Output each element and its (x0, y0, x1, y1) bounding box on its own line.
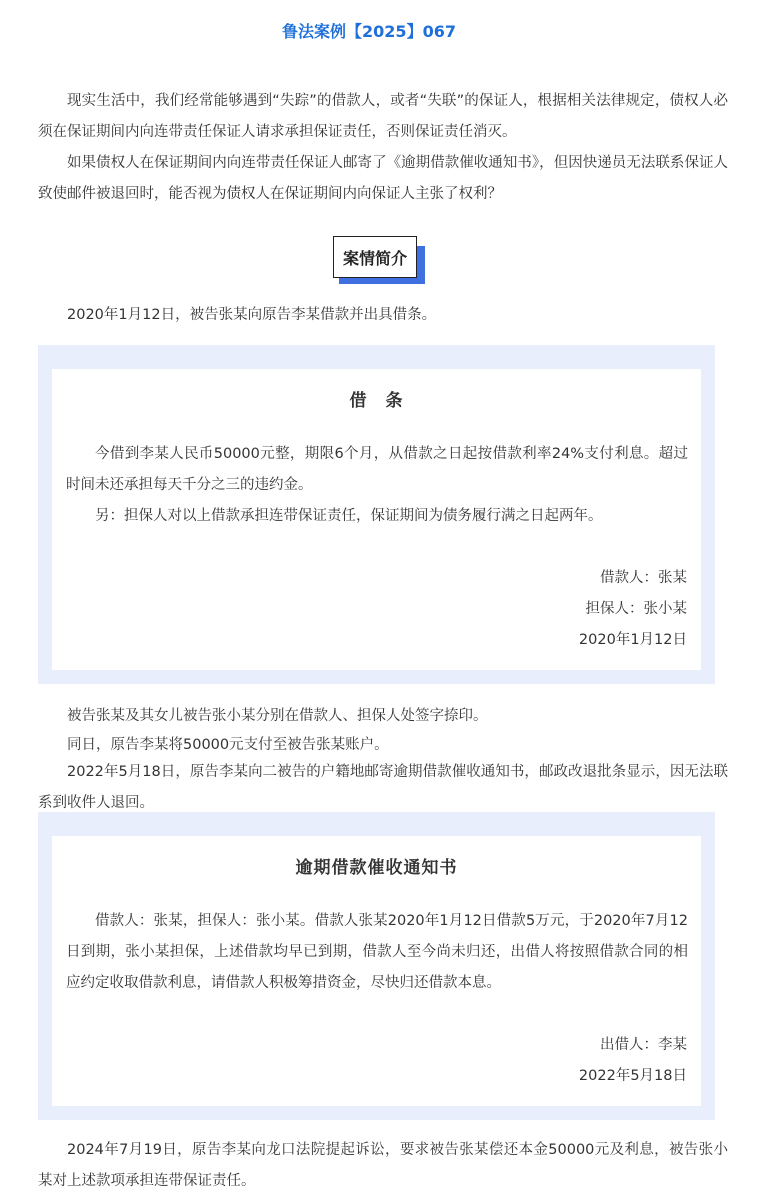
notice-lender-signature: 出借人：李某 (600, 1037, 687, 1053)
notice-title: 逾期借款催收通知书 (295, 858, 458, 878)
fact-paragraph-1: 2020年1月12日，被告张某向原告李某借款并出具借条。 (67, 307, 437, 323)
section-heading (333, 236, 425, 288)
notice-card (52, 836, 701, 1106)
iou-body-1: 今借到李某人民币50000元整，期限6个月，从借款之日起按借款利率24%支付利息。超过时间未还承担每天千分之三的违约金。 (66, 446, 688, 493)
iou-card (52, 369, 701, 670)
notice-body: 借款人：张某，担保人：张小某。借款人张某2020年1月12日借款5万元，于2020年7月12日到期，张小某担保，上述借款均早已到期，借款人至今尚未归还，出借人将按照借款合同的相应约定收取借款利息，请借款人积极筹措资金，尽快归还借款本息。 (66, 913, 688, 991)
iou-borrower-signature: 借款人：张某 (600, 570, 687, 586)
iou-guarantor-signature: 担保人：张小某 (585, 601, 687, 617)
section-heading-label: 案情简介 (333, 236, 417, 278)
case-number-title: 鲁法案例【2025】067 (282, 22, 456, 41)
notice-date: 2022年5月18日 (578, 1068, 687, 1084)
notice-box (38, 812, 715, 1120)
iou-date: 2020年1月12日 (578, 632, 687, 648)
intro-paragraph-2: 如果债权人在保证期间内向连带责任保证人邮寄了《逾期借款催收通知书》，但因快递员无法联系保证人致使邮件被退回时，能否视为债权人在保证期间内向保证人主张了权利？ (38, 155, 728, 202)
iou-title: 借 条 (349, 391, 404, 411)
iou-box (38, 345, 715, 684)
iou-body-2: 另：担保人对以上借款承担连带保证责任，保证期间为债务履行满之日起两年。 (95, 508, 603, 524)
fact-paragraph-3: 同日，原告李某将50000元支付至被告张某账户。 (67, 737, 389, 753)
fact-paragraph-4: 2022年5月18日，原告李某向二被告的户籍地邮寄逾期借款催收通知书，邮政改退批条显示，因无法联系到收件人退回。 (38, 764, 728, 811)
fact-paragraph-5: 2024年7月19日，原告李某向龙口法院提起诉讼，要求被告张某偿还本金50000元及利息，被告张小某对上述款项承担连带保证责任。 (38, 1142, 728, 1189)
fact-paragraph-2: 被告张某及其女儿被告张小某分别在借款人、担保人处签字捺印。 (67, 708, 488, 724)
intro-paragraph-1: 现实生活中，我们经常能够遇到“失踪”的借款人，或者“失联”的保证人，根据相关法律规定，债权人必须在保证期间内向连带责任保证人请求承担保证责任，否则保证责任消灭。 (38, 93, 728, 140)
